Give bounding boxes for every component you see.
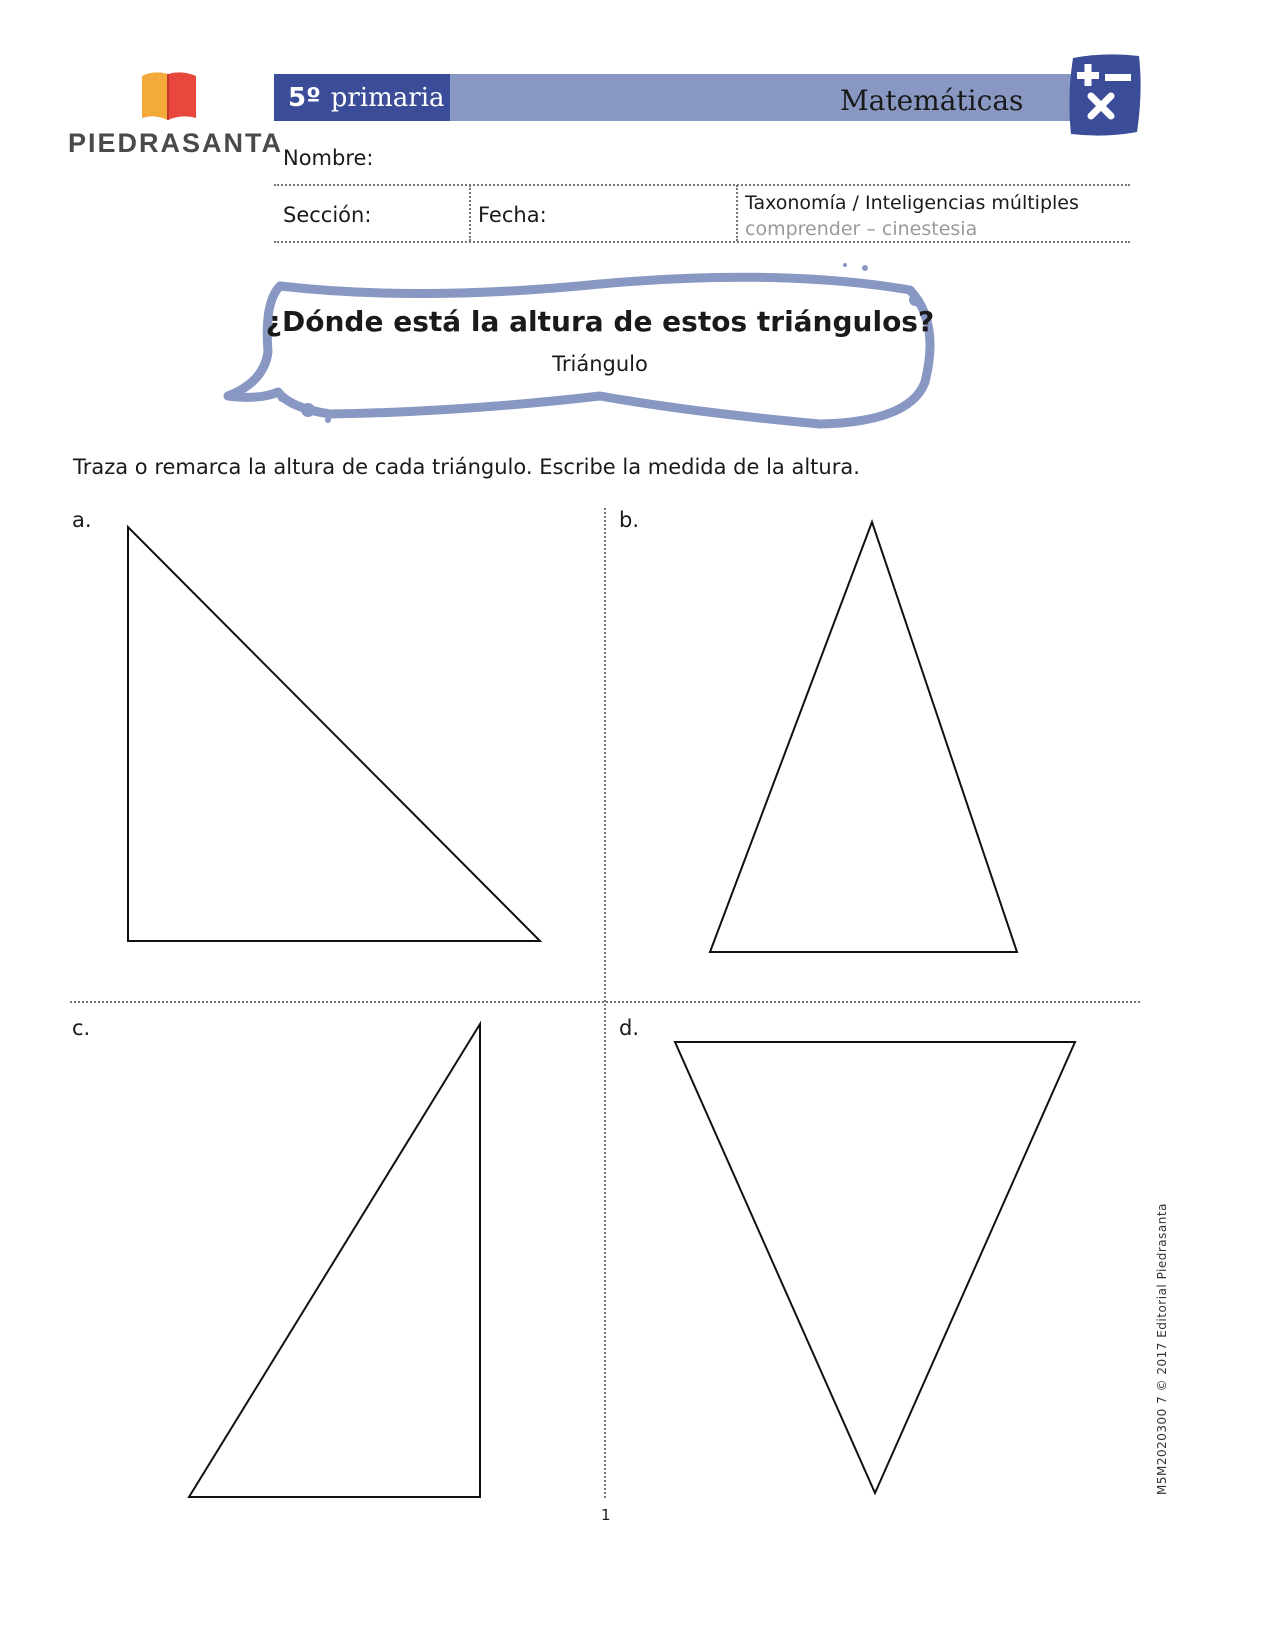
copyright-text: M5M2020300 7 © 2017 Editorial Piedrasanta: [1155, 1203, 1169, 1495]
exercise-label-a: a.: [72, 508, 92, 532]
grade-number: 5º: [288, 82, 321, 113]
date-field-label: Fecha:: [478, 203, 547, 227]
grade-text: primaria: [330, 82, 445, 113]
exercise-label-c: c.: [72, 1016, 91, 1040]
taxonomy-title: Taxonomía / Inteligencias múltiples: [745, 192, 1079, 214]
page-number: 1: [601, 1506, 611, 1524]
publisher-logo-text: PIEDRASANTA: [68, 128, 284, 158]
instructions: Traza o remarca la altura de cada triángulo. Escribe la medida de la altura.: [73, 455, 860, 479]
triangle-d: [675, 1042, 1075, 1493]
exercise-label-b: b.: [619, 508, 640, 532]
taxonomy-value: comprender – cinestesia: [745, 218, 978, 240]
exercise-label-d: d.: [619, 1016, 640, 1040]
activity-title: ¿Dónde está la altura de estos triángulos?: [265, 305, 935, 338]
section-field-label: Sección:: [283, 203, 372, 227]
activity-subtitle: Triángulo: [552, 352, 648, 376]
triangle-a: [128, 527, 540, 941]
triangle-c: [189, 1024, 480, 1497]
subject-title: Matemáticas: [840, 84, 1024, 117]
name-field-label: Nombre:: [283, 146, 374, 170]
triangle-b: [710, 522, 1017, 952]
